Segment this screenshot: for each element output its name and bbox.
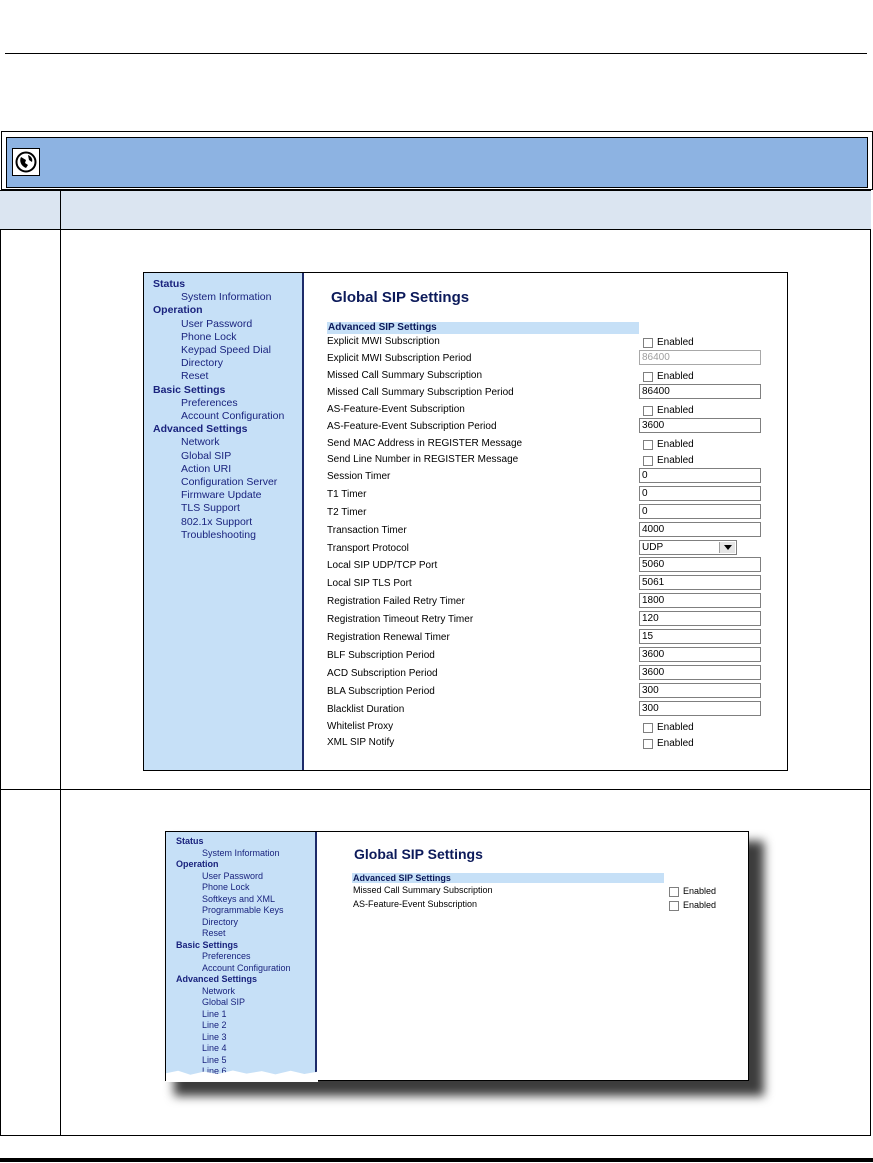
setting-label-missed-call-summary-subscription: Missed Call Summary Subscription — [353, 885, 493, 895]
sidebar-item-account-configuration[interactable]: Account Configuration — [202, 962, 291, 973]
setting-input-as-feature-event-subscription-period[interactable]: 3600 — [639, 418, 761, 433]
enabled-checkbox-send-line-number-in-register-message[interactable] — [643, 455, 694, 467]
setting-input-explicit-mwi-subscription-period[interactable]: 86400 — [639, 350, 761, 365]
nav-section-advanced-settings: Advanced Settings — [176, 974, 258, 984]
setting-label-as-feature-event-subscription: AS-Feature-Event Subscription — [353, 899, 478, 909]
sidebar-item-line-3[interactable]: Line 3 — [202, 1031, 227, 1042]
enabled-checkbox-missed-call-summary-subscription[interactable] — [669, 886, 716, 897]
setting-label-as-feature-event-subscription-period: AS-Feature-Event Subscription Period — [327, 421, 497, 432]
setting-label-t2-timer: T2 Timer — [327, 507, 367, 518]
setting-input-registration-timeout-retry-timer[interactable]: 120 — [639, 611, 761, 626]
nav-section-operation: Operation — [153, 304, 203, 317]
setting-input-blf-subscription-period[interactable]: 3600 — [639, 647, 761, 662]
enabled-checkbox-xml-sip-notify[interactable] — [643, 738, 694, 750]
sidebar-item-line-1[interactable]: Line 1 — [202, 1008, 227, 1019]
screenshot-global-sip-settings-full — [143, 272, 788, 771]
screenshot-global-sip-settings-excerpt — [165, 831, 749, 1081]
sidebar-item-system-information[interactable]: System Information — [181, 291, 272, 304]
enabled-checkbox-whitelist-proxy[interactable] — [643, 722, 694, 734]
setting-label-missed-call-summary-subscription-period: Missed Call Summary Subscription Period — [327, 387, 514, 398]
sidebar-nav — [144, 273, 304, 770]
sidebar-item-programmable-keys[interactable]: Programmable Keys — [202, 905, 284, 915]
transport-protocol-select[interactable] — [639, 540, 737, 555]
setting-label-send-line-number-in-register-message: Send Line Number in REGISTER Message — [327, 454, 519, 465]
checkbox-label: Enabled — [657, 405, 694, 416]
setting-input-registration-failed-retry-timer[interactable]: 1800 — [639, 593, 761, 608]
section-header: Advanced SIP Settings — [352, 873, 664, 883]
setting-input-local-sip-udp-tcp-port[interactable]: 5060 — [639, 557, 761, 572]
nav-section-operation: Operation — [176, 859, 219, 869]
step-row-divider — [0, 789, 871, 790]
setting-label-explicit-mwi-subscription: Explicit MWI Subscription — [327, 336, 440, 347]
enabled-checkbox-as-feature-event-subscription[interactable] — [643, 405, 694, 417]
checkbox-label: Enabled — [657, 439, 694, 450]
sidebar-item-tls-support[interactable]: TLS Support — [181, 502, 240, 515]
checkbox-label: Enabled — [657, 337, 694, 348]
setting-label-blf-subscription-period: BLF Subscription Period — [327, 650, 435, 661]
step-column-divider — [60, 191, 61, 1135]
sidebar-item-line-5[interactable]: Line 5 — [202, 1054, 227, 1065]
page-title: Global SIP Settings — [331, 289, 470, 306]
sidebar-item-phone-lock[interactable]: Phone Lock — [181, 330, 237, 343]
chevron-down-icon[interactable] — [719, 542, 735, 553]
nav-section-status: Status — [153, 278, 186, 290]
enabled-checkbox-send-mac-address-in-register-message[interactable] — [643, 439, 694, 451]
web-ui-globe-icon — [12, 148, 40, 176]
nav-section-basic-settings: Basic Settings — [176, 939, 239, 950]
checkbox-label: Enabled — [683, 900, 717, 910]
sidebar-item-global-sip[interactable]: Global SIP — [181, 449, 232, 462]
sidebar-item-reset[interactable]: Reset — [202, 928, 226, 938]
setting-label-acd-subscription-period: ACD Subscription Period — [327, 668, 438, 679]
sidebar-item-account-configuration[interactable]: Account Configuration — [181, 410, 285, 422]
settings-content — [317, 832, 748, 1080]
setting-label-send-mac-address-in-register-message: Send MAC Address in REGISTER Message — [327, 438, 523, 449]
sidebar-item-network[interactable]: Network — [181, 436, 220, 449]
checkbox-box[interactable] — [643, 338, 653, 348]
sidebar-item-reset[interactable]: Reset — [181, 370, 209, 383]
sidebar-item-phone-lock[interactable]: Phone Lock — [202, 882, 250, 892]
procedure-header-bar — [6, 137, 868, 188]
select-value: UDP — [642, 542, 664, 553]
setting-label-bla-subscription-period: BLA Subscription Period — [327, 686, 435, 697]
checkbox-box[interactable] — [643, 372, 653, 382]
checkbox-label: Enabled — [657, 455, 694, 466]
setting-label-whitelist-proxy: Whitelist Proxy — [327, 721, 394, 732]
table-column-header — [0, 191, 871, 230]
settings-content — [304, 273, 787, 770]
setting-label-t1-timer: T1 Timer — [327, 489, 367, 500]
checkbox-label: Enabled — [657, 738, 694, 749]
setting-label-as-feature-event-subscription: AS-Feature-Event Subscription — [327, 404, 465, 415]
setting-label-explicit-mwi-subscription-period: Explicit MWI Subscription Period — [327, 353, 472, 364]
checkbox-label: Enabled — [657, 371, 694, 382]
checkbox-box[interactable] — [643, 739, 653, 749]
setting-input-t2-timer[interactable]: 0 — [639, 504, 761, 519]
nav-section-basic-settings: Basic Settings — [153, 383, 226, 396]
enabled-checkbox-explicit-mwi-subscription[interactable] — [643, 337, 694, 349]
sidebar-item-user-password[interactable]: User Password — [181, 317, 253, 330]
enabled-checkbox-as-feature-event-subscription[interactable] — [669, 900, 716, 911]
sidebar-item-configuration-server[interactable]: Configuration Server — [181, 476, 278, 488]
setting-label-blacklist-duration: Blacklist Duration — [327, 704, 405, 715]
sidebar-item-softkeys-and-xml[interactable]: Softkeys and XML — [202, 893, 276, 904]
setting-label-local-sip-tls-port: Local SIP TLS Port — [327, 578, 412, 589]
setting-input-acd-subscription-period[interactable]: 3600 — [639, 665, 761, 680]
checkbox-box[interactable] — [643, 456, 653, 466]
sidebar-item-directory[interactable]: Directory — [202, 916, 239, 927]
setting-label-registration-renewal-timer: Registration Renewal Timer — [327, 632, 450, 643]
sidebar-item-network[interactable]: Network — [202, 985, 236, 996]
sidebar-item-preferences[interactable]: Preferences — [181, 396, 238, 409]
checkbox-box[interactable] — [643, 406, 653, 416]
setting-input-transaction-timer[interactable]: 4000 — [639, 522, 761, 537]
setting-input-blacklist-duration[interactable]: 300 — [639, 701, 761, 716]
setting-label-missed-call-summary-subscription: Missed Call Summary Subscription — [327, 370, 483, 381]
checkbox-label: Enabled — [657, 722, 694, 733]
setting-input-t1-timer[interactable]: 0 — [639, 486, 761, 501]
setting-input-registration-renewal-timer[interactable]: 15 — [639, 629, 761, 644]
setting-label-session-timer: Session Timer — [327, 471, 391, 482]
setting-label-registration-timeout-retry-timer: Registration Timeout Retry Timer — [327, 614, 474, 625]
setting-label-transaction-timer: Transaction Timer — [327, 525, 407, 536]
section-header: Advanced SIP Settings — [327, 322, 639, 334]
sidebar-item-keypad-speed-dial[interactable]: Keypad Speed Dial — [181, 344, 271, 356]
sidebar-item-firmware-update[interactable]: Firmware Update — [181, 489, 262, 502]
setting-label-local-sip-udp-tcp-port: Local SIP UDP/TCP Port — [327, 560, 438, 571]
setting-label-transport-protocol: Transport Protocol — [327, 543, 409, 554]
setting-input-missed-call-summary-subscription-period[interactable]: 86400 — [639, 384, 761, 399]
sidebar-item-troubleshooting[interactable]: Troubleshooting — [181, 528, 256, 541]
page-title: Global SIP Settings — [354, 846, 483, 862]
bottom-rule — [0, 1158, 873, 1162]
sidebar-item-system-information[interactable]: System Information — [202, 847, 280, 858]
enabled-checkbox-missed-call-summary-subscription[interactable] — [643, 371, 694, 383]
checkbox-box[interactable] — [643, 440, 653, 450]
checkbox-box[interactable] — [669, 901, 679, 911]
sidebar-item-line-6[interactable]: Line 6 — [202, 1066, 227, 1076]
top-rule — [5, 53, 867, 54]
sidebar-nav — [166, 832, 317, 1080]
sidebar-item-global-sip[interactable]: Global SIP — [202, 997, 246, 1007]
setting-input-bla-subscription-period[interactable]: 300 — [639, 683, 761, 698]
setting-label-registration-failed-retry-timer: Registration Failed Retry Timer — [327, 596, 465, 607]
sidebar-item-user-password[interactable]: User Password — [202, 870, 264, 881]
sidebar-item-action-uri[interactable]: Action URI — [181, 462, 232, 475]
setting-label-xml-sip-notify: XML SIP Notify — [327, 737, 395, 748]
checkbox-box[interactable] — [643, 723, 653, 733]
nav-section-advanced-settings: Advanced Settings — [153, 423, 248, 436]
sidebar-item-preferences[interactable]: Preferences — [202, 951, 251, 961]
sidebar-item-line-4[interactable]: Line 4 — [202, 1043, 227, 1053]
setting-input-local-sip-tls-port[interactable]: 5061 — [639, 575, 761, 590]
checkbox-label: Enabled — [683, 886, 717, 896]
sidebar-item-directory[interactable]: Directory — [181, 357, 224, 370]
sidebar-item-802-1x-support[interactable]: 802.1x Support — [181, 515, 253, 528]
nav-section-status: Status — [176, 836, 204, 846]
sidebar-item-line-2[interactable]: Line 2 — [202, 1020, 227, 1030]
checkbox-box[interactable] — [669, 887, 679, 897]
setting-input-session-timer[interactable]: 0 — [639, 468, 761, 483]
